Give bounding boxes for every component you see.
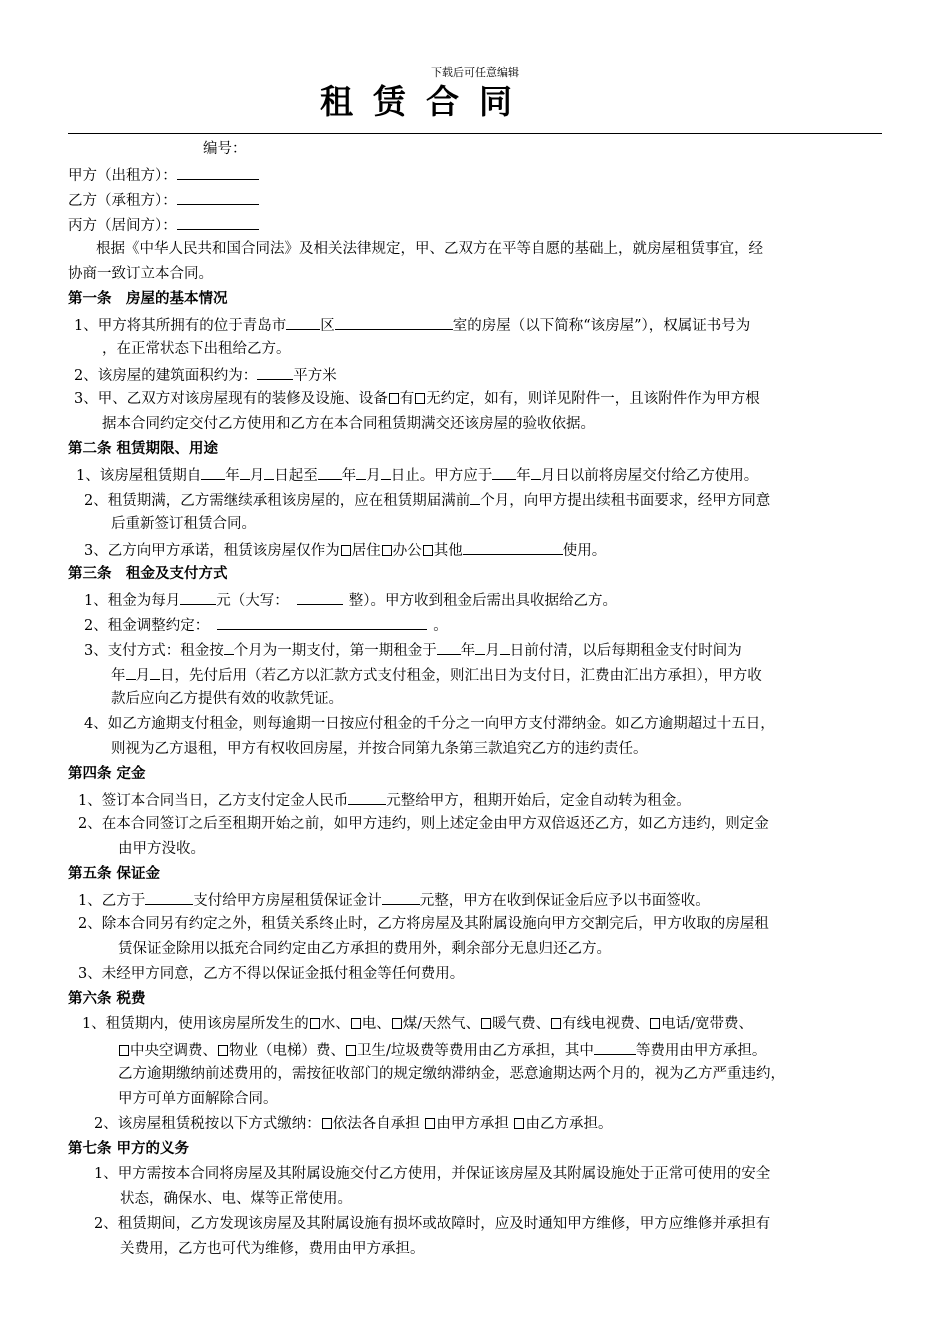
art5-c1-text-a: 1、乙方于 [78, 893, 146, 909]
lease-end-year-blank[interactable] [318, 464, 342, 480]
art7-clause-1-cont: 状态，确保水、电、煤等正常使用。 [120, 1191, 352, 1207]
art6-c2-text-c: 由甲方承担 [436, 1116, 509, 1132]
checkbox-tax-tenant[interactable] [514, 1118, 524, 1129]
art6-c1-text-a: 1、租赁期内，使用该房屋所发生的 [82, 1016, 309, 1032]
monthly-rent-blank[interactable] [180, 589, 216, 605]
art2-c3-text-b: 居住 [351, 543, 381, 559]
art2-clause-2-cont: 后重新签订租赁合同。 [111, 516, 256, 532]
checkbox-tax-landlord[interactable] [425, 1118, 435, 1129]
art1-c1-text-c: 室的房屋（以下简称“该房屋”），权属证书号为 [452, 318, 751, 334]
art3-clause-3-cont [111, 664, 762, 686]
art4-c1-text-b: 元整给甲方，租期开始后，定金自动转为租金。 [386, 793, 691, 809]
preamble-line-1: 根据《中华人民共和国合同法》及相关法律规定，甲、乙双方在平等自愿的基础上，就房屋租赁事宜，经 [96, 241, 763, 257]
art2-c3-text-a: 3、乙方向甲方承诺，租赁该房屋仅作为 [84, 543, 340, 559]
article-2-heading: 第二条 租赁期限、用途 [68, 441, 219, 457]
article-7-heading: 第七条 甲方的义务 [68, 1141, 190, 1157]
art3-c3-text-l2c: 日，先付后用（若乙方以汇款方式支付租金，则汇出日为支付日，汇费由汇出方承担），甲方收 [160, 668, 762, 684]
payment-day-blank[interactable] [150, 664, 160, 680]
art6-clause-1 [82, 1014, 753, 1034]
first-payment-month-blank[interactable] [475, 639, 485, 655]
art6-c1-text-l2c: 卫生/垃圾费等费用由乙方承担，其中 [357, 1043, 594, 1059]
art3-c3-text-c: 年 [460, 643, 476, 659]
article-3-heading: 第三条 租金及支付方式 [68, 566, 228, 582]
art4-clause-2-cont: 由甲方没收。 [118, 841, 205, 857]
art3-clause-2 [84, 614, 448, 636]
lease-end-day-blank[interactable] [381, 464, 391, 480]
checkbox-no-agreement[interactable] [415, 393, 425, 404]
guarantee-amount-blank[interactable] [382, 889, 420, 905]
article-5-heading: 第五条 保证金 [68, 866, 161, 882]
art3-clause-4-cont: 则视为乙方退租，甲方有权收回房屋，并按合同第九条第三款追究乙方的违约责任。 [111, 741, 648, 757]
art1-clause-3 [74, 389, 760, 409]
art2-c1-text-h: 年 [516, 468, 531, 484]
art3-c3-text-e: 日前付清，以后每期租金支付时间为 [509, 643, 742, 659]
art2-c2-text-a: 2、租赁期满，乙方需继续承租该房屋的，应在租赁期届满前 [84, 493, 471, 509]
art3-clause-3 [84, 639, 742, 661]
art6-clause-1-cont-2: 乙方逾期缴纳前述费用的，需按征收部门的规定缴纳滞纳金，恶意逾期达两个月的，视为乙方严重违约， [118, 1066, 785, 1082]
art1-c2-text-a: 2、该房屋的建筑面积约为： [74, 368, 258, 384]
checkbox-heating[interactable] [481, 1018, 491, 1029]
art6-c1-text-d: 煤/天然气、 [402, 1016, 481, 1032]
checkbox-office[interactable] [382, 545, 392, 556]
art6-c2-text-d: 由乙方承担。 [525, 1116, 613, 1132]
deposit-amount-blank[interactable] [348, 789, 386, 805]
art2-c1-text-g: 日止。甲方应于 [390, 468, 493, 484]
art3-c3-text-d: 月 [485, 643, 500, 659]
checkbox-residence[interactable] [341, 545, 351, 556]
first-payment-year-blank[interactable] [437, 639, 461, 655]
art2-c1-text-i: 月 [540, 468, 556, 484]
party-b-blank[interactable] [177, 189, 259, 205]
art2-clause-3 [84, 539, 606, 561]
party-c-line [68, 214, 259, 236]
art6-c1-text-l2b: 物业（电梯）费、 [229, 1043, 345, 1059]
art5-clause-1 [78, 889, 710, 911]
checkbox-phone-broadband[interactable] [650, 1018, 660, 1029]
art6-clause-1-cont-3: 甲方可单方面解除合同。 [118, 1091, 278, 1107]
art1-clause-3-cont: 据本合同约定交付乙方使用和乙方在本合同租赁期满交还该房屋的验收依据。 [102, 416, 595, 432]
art1-c3-text-a: 3、甲、乙双方对该房屋现有的装修及设施、设备 [74, 391, 388, 407]
checkbox-gas[interactable] [392, 1018, 402, 1029]
top-note: 下载后可任意编辑 [431, 66, 519, 79]
art1-clause-1-cont: ，在正常状态下出租给乙方。 [102, 341, 291, 357]
art2-c1-text-f: 月 [366, 468, 381, 484]
rent-uppercase-blank[interactable] [297, 589, 343, 605]
art6-c1-text-c: 电、 [361, 1016, 391, 1032]
checkbox-has-agreement[interactable] [389, 393, 399, 404]
article-4-heading: 第四条 定金 [68, 766, 146, 782]
art3-c2-text-a: 2、租金调整约定： [84, 618, 210, 634]
checkbox-other-use[interactable] [423, 545, 433, 556]
art2-c1-text-b: 年 [225, 468, 240, 484]
art2-c1-text-d: 日起至 [274, 468, 318, 484]
art3-clause-3-cont-2: 款后应向乙方提供有效的收款凭证。 [111, 691, 343, 707]
renewal-months-blank[interactable] [470, 489, 480, 505]
first-payment-day-blank[interactable] [500, 639, 510, 655]
district-blank[interactable] [286, 314, 320, 330]
party-c-blank[interactable] [177, 214, 259, 230]
art2-c1-text-c: 月 [249, 468, 265, 484]
party-b-line [68, 189, 259, 211]
handover-month-blank[interactable] [531, 464, 541, 480]
art3-clause-1 [84, 589, 617, 611]
lease-end-month-blank[interactable] [356, 464, 366, 480]
party-a-line [68, 164, 259, 186]
art7-clause-1: 1、甲方需按本合同将房屋及其附属设施交付乙方使用，并保证该房屋及其附属设施处于正常可使用的安全 [94, 1166, 771, 1182]
art5-clause-2: 2、除本合同另有约定之外，租赁关系终止时，乙方将房屋及其附属设施向甲方交割完后，甲方收取的房屋租 [78, 916, 769, 932]
art2-c1-text-j: 日以前将房屋交付给乙方使用。 [555, 468, 759, 484]
handover-year-blank[interactable] [492, 464, 516, 480]
checkbox-tax-each[interactable] [322, 1118, 332, 1129]
art2-c3-text-c: 办公 [392, 543, 422, 559]
checkbox-sanitation[interactable] [346, 1045, 356, 1056]
lease-start-day-blank[interactable] [264, 464, 274, 480]
art3-c1-text-b: 元（大写： [216, 593, 289, 609]
art3-c1-text-c: 整）。甲方收到租金后需出具收据给乙方。 [348, 593, 617, 609]
checkbox-central-ac[interactable] [119, 1045, 129, 1056]
art1-c3-text-c: 无约定，如有，则详见附件一，且该附件作为甲方根 [426, 391, 760, 407]
art6-c1-text-b: 水、 [320, 1016, 350, 1032]
landlord-fees-blank[interactable] [594, 1039, 636, 1055]
art3-c2-text-b: 。 [433, 618, 448, 634]
contract-number-label: 编号： [203, 141, 247, 157]
art4-clause-1 [78, 789, 691, 811]
art3-c3-text-l2b: 月 [135, 668, 150, 684]
address-blank[interactable] [335, 314, 453, 330]
art1-c3-text-b: 有 [399, 391, 415, 407]
art3-c3-text-l2a: 年 [111, 668, 126, 684]
art2-clause-1 [76, 464, 758, 486]
art5-c1-text-b: 支付给甲方房屋租赁保证金计 [193, 893, 382, 909]
art3-c3-text-b: 个月为一期支付，第一期租金于 [233, 643, 437, 659]
art6-c1-text-l2a: 中央空调费、 [130, 1043, 217, 1059]
document-title: 租赁合同 [320, 82, 532, 121]
art6-c1-text-g: 电话/宽带费、 [661, 1016, 754, 1032]
payment-month-blank[interactable] [126, 664, 136, 680]
checkbox-water[interactable] [310, 1018, 320, 1029]
lease-start-year-blank[interactable] [201, 464, 225, 480]
art2-c3-text-d: 其他 [433, 543, 463, 559]
party-b-label: 乙方（承租方）： [68, 193, 177, 209]
checkbox-property-fee[interactable] [218, 1045, 228, 1056]
art4-c1-text-a: 1、签订本合同当日，乙方支付定金人民币 [78, 793, 349, 809]
party-a-blank[interactable] [177, 164, 259, 180]
art4-clause-2: 2、在本合同签订之后至租期开始之前，如甲方违约，则上述定金由甲方双倍返还乙方，如乙方违约，则定金 [78, 816, 769, 832]
art7-clause-2: 2、租赁期间，乙方发现该房屋及其附属设施有损坏或故障时，应及时通知甲方维修，甲方应维修并承担有 [94, 1216, 771, 1232]
art3-clause-4: 4、如乙方逾期支付租金，则每逾期一日按应付租金的千分之一向甲方支付滞纳金。如乙方逾期超过十五日， [84, 716, 775, 732]
art1-c1-text-a: 1、甲方将其所拥有的位于青岛市 [74, 318, 287, 334]
art2-c2-text-b: 个月，向甲方提出续租书面要求，经甲方同意 [480, 493, 771, 509]
lease-start-month-blank[interactable] [240, 464, 250, 480]
art6-c1-text-e: 暖气费、 [492, 1016, 551, 1032]
art5-clause-2-cont: 赁保证金除用以抵充合同约定由乙方承担的费用外，剩余部分无息归还乙方。 [118, 941, 611, 957]
art2-c1-text-e: 年 [341, 468, 357, 484]
article-1-heading: 第一条 房屋的基本情况 [68, 291, 228, 307]
art6-c2-text-b: 依法各自承担 [332, 1116, 420, 1132]
other-use-blank[interactable] [463, 539, 563, 555]
art2-c1-text-a: 1、该房屋租赁期自 [76, 468, 202, 484]
art1-c1-text-b: 区 [320, 318, 335, 334]
art1-c2-text-b: 平方米 [293, 368, 337, 384]
art1-clause-1 [74, 314, 750, 336]
art6-clause-1-cont [118, 1039, 766, 1061]
guarantee-date-blank[interactable] [145, 889, 193, 905]
party-c-label: 丙方（居间方）： [68, 218, 177, 234]
art5-clause-3: 3、未经甲方同意，乙方不得以保证金抵付租金等任何费用。 [78, 966, 465, 982]
art7-clause-2-cont: 关费用，乙方也可代为维修，费用由甲方承担。 [120, 1241, 425, 1257]
art2-c3-text-e: 使用。 [562, 543, 607, 559]
area-blank[interactable] [257, 364, 293, 380]
checkbox-cable-tv[interactable] [551, 1018, 561, 1029]
preamble-line-2: 协商一致订立本合同。 [68, 266, 213, 282]
art6-c1-text-l2d: 等费用由甲方承担。 [635, 1043, 767, 1059]
title-divider [68, 133, 882, 134]
art3-c3-text-a: 3、支付方式：租金按 [84, 643, 224, 659]
checkbox-electricity[interactable] [351, 1018, 361, 1029]
payment-period-blank[interactable] [224, 639, 234, 655]
art2-clause-2 [84, 489, 770, 511]
rent-adjustment-blank[interactable] [217, 614, 427, 630]
art6-clause-2 [94, 1114, 612, 1134]
art3-c1-text-a: 1、租金为每月 [84, 593, 181, 609]
article-6-heading: 第六条 税费 [68, 991, 146, 1007]
art1-clause-2 [74, 364, 337, 386]
art6-c2-text-a: 2、该房屋租赁税按以下方式缴纳： [94, 1116, 321, 1132]
art5-c1-text-c: 元整，甲方在收到保证金后应予以书面签收。 [419, 893, 710, 909]
art6-c1-text-f: 有线电视费、 [562, 1016, 650, 1032]
party-a-label: 甲方（出租方）： [68, 168, 177, 184]
